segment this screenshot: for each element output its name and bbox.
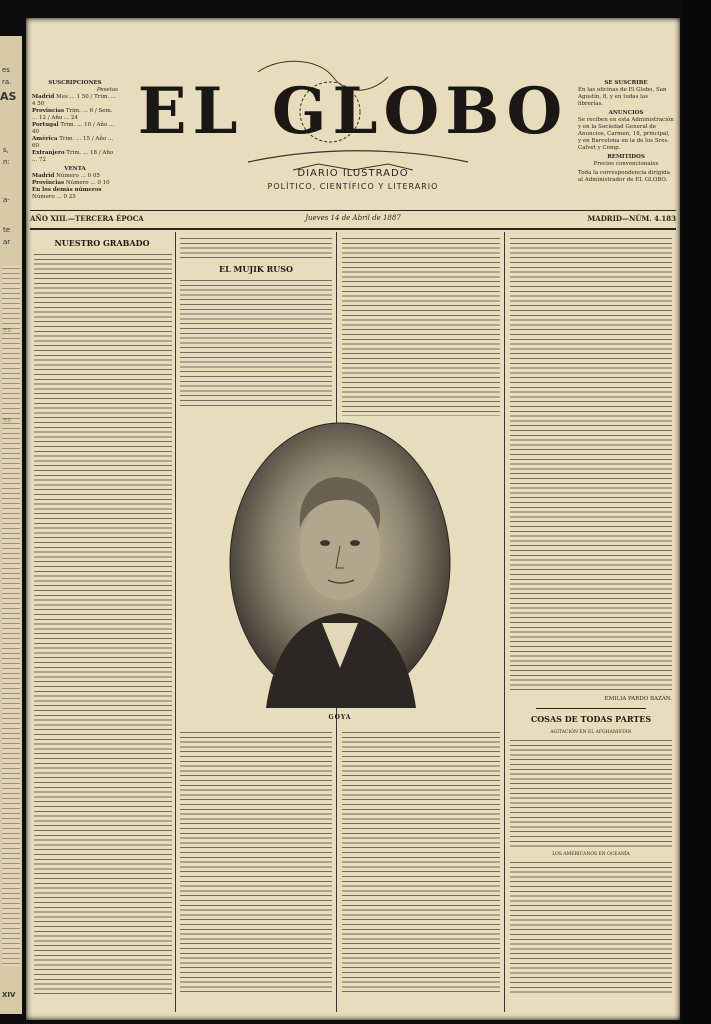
column-4-text-b	[510, 738, 672, 848]
ads-note: Precios convencionales	[593, 161, 659, 167]
dateline-top-rule	[30, 210, 676, 211]
column-1-text	[34, 252, 172, 996]
cosas-sub1: AGITACIÓN EN EL AFGHANISTÁN	[550, 730, 632, 735]
edge-text-4: s,	[3, 146, 9, 154]
sub-row-4-place: Extranjero	[32, 150, 65, 156]
sub-row-1-place: Provincias	[32, 108, 65, 114]
sub-row-2-terms: Trim. ... 10 / Año ... 40	[32, 122, 115, 135]
dateline-bottom-rule	[30, 228, 676, 230]
correspondence-note: Toda la correspondencia dirigida al Administrador de EL GLOBO.	[578, 170, 670, 183]
subscriptions-col-label: Pesetas	[96, 87, 118, 93]
column-3-text-top	[342, 236, 500, 416]
ads-price: REMITIDOS	[607, 154, 645, 160]
sub-row-0-place: Madrid	[32, 94, 55, 100]
sub-row-2	[32, 122, 118, 136]
edge-text-2: ra.	[2, 78, 12, 86]
sub-row-0-terms: Mes ... 1 50 / Trim. ... 4 50	[32, 94, 117, 107]
sale-heading: VENTA	[64, 166, 86, 172]
dateline	[30, 214, 676, 228]
ads-text: Se reciben en esta Administración y en la Sociedad General de Anuncios, Carmen, 18, principal, y en Barcelona en la de los Sres. Calvet y Comp.	[578, 117, 674, 151]
sub-row-0	[32, 94, 118, 108]
sale-row-2-terms: Número ... 0 25	[32, 194, 76, 200]
column-2-text-top	[180, 236, 332, 262]
masthead-subtitle2: POLÍTICO, CIENTÍFICO Y LITERARIO	[267, 182, 439, 191]
edge-text-3: AS	[0, 90, 17, 103]
column-4-text	[510, 236, 672, 692]
sub-row-3-place: América	[32, 136, 58, 142]
sub-row-2-place: Portugal	[32, 122, 59, 128]
edge-text-6: a-	[3, 196, 10, 204]
edge-text-5: n:	[3, 158, 10, 166]
heading-mujik: EL MUJIK RUSO	[219, 264, 293, 274]
sub-row-4-terms: Trim. ... 18 / Año ... 72	[32, 150, 114, 163]
sale-row-0	[32, 173, 118, 180]
edge-text-1: es	[2, 66, 10, 74]
masthead-title: EL GLOBO	[137, 74, 569, 149]
subscribe-heading: SE SUSCRIBE	[604, 80, 648, 86]
sub-row-3-terms: Trim. ... 15 / Año ... 60	[32, 136, 114, 149]
dateline-center: Jueves 14 de Abril de 1887	[305, 214, 401, 222]
sale-row-1	[32, 180, 118, 187]
column-2-text-bottom	[180, 730, 332, 996]
column-3-text-bottom	[342, 730, 500, 996]
subscribe-box	[578, 80, 674, 230]
portrait-caption: GOYA	[328, 714, 352, 721]
edge-text-lines	[2, 266, 20, 966]
edge-text-7: te	[3, 226, 11, 234]
masthead-subtitle1: DIARIO ILUSTRADO	[297, 168, 409, 179]
edge-text-8: ar	[3, 238, 11, 246]
sub-row-1-terms: Trim. ... 6 / Sem. ... 12 / Año ... 24	[32, 108, 113, 121]
portrait-goya	[226, 418, 454, 708]
ads-heading: ANUNCIOS	[608, 110, 644, 116]
sale-row-1-place: Provincias	[32, 180, 65, 186]
sale-row-0-place: Madrid	[32, 173, 55, 179]
dateline-right: MADRID—NÚM. 4.183	[587, 214, 676, 223]
column-4-text-c	[510, 860, 672, 996]
cosas-sub2: LOS AMERICANOS EN OCEANÍA	[552, 852, 630, 857]
sub-row-3	[32, 136, 118, 150]
previous-page-edge	[0, 36, 22, 1014]
column-2-text-mid	[180, 278, 332, 408]
sale-row-2-place: En los demás números	[32, 187, 102, 193]
column-rule-3	[504, 232, 505, 1012]
subscriptions-heading: SUSCRIPCIONES	[48, 80, 102, 86]
right-binding	[682, 0, 711, 1024]
cosas-rule	[536, 708, 646, 709]
heading-cosas: COSAS DE TODAS PARTES	[530, 714, 652, 724]
signature: EMILIA PARDO BAZÁN.	[604, 696, 672, 702]
sale-row-2	[32, 187, 118, 201]
heading-nuestro-grabado: NUESTRO GRABADO	[54, 238, 150, 248]
masthead	[118, 52, 588, 202]
sale-row-1-terms: Número ... 0 10	[65, 180, 110, 186]
portrait-frame	[226, 418, 454, 708]
subscribe-line1: En las oficinas de El Globo, San Agustín, 8, y en todas las librerías.	[578, 87, 667, 107]
subscriptions-box	[32, 80, 118, 220]
column-rule-1	[175, 232, 176, 1012]
dateline-left: AÑO XIII.—TERCERA ÉPOCA	[30, 214, 144, 223]
edge-text-11: XIV	[2, 991, 16, 999]
sheet	[26, 18, 680, 1020]
sale-row-0-terms: Número ... 0 05	[56, 173, 100, 179]
sub-row-4	[32, 150, 118, 164]
sub-row-1	[32, 108, 118, 122]
